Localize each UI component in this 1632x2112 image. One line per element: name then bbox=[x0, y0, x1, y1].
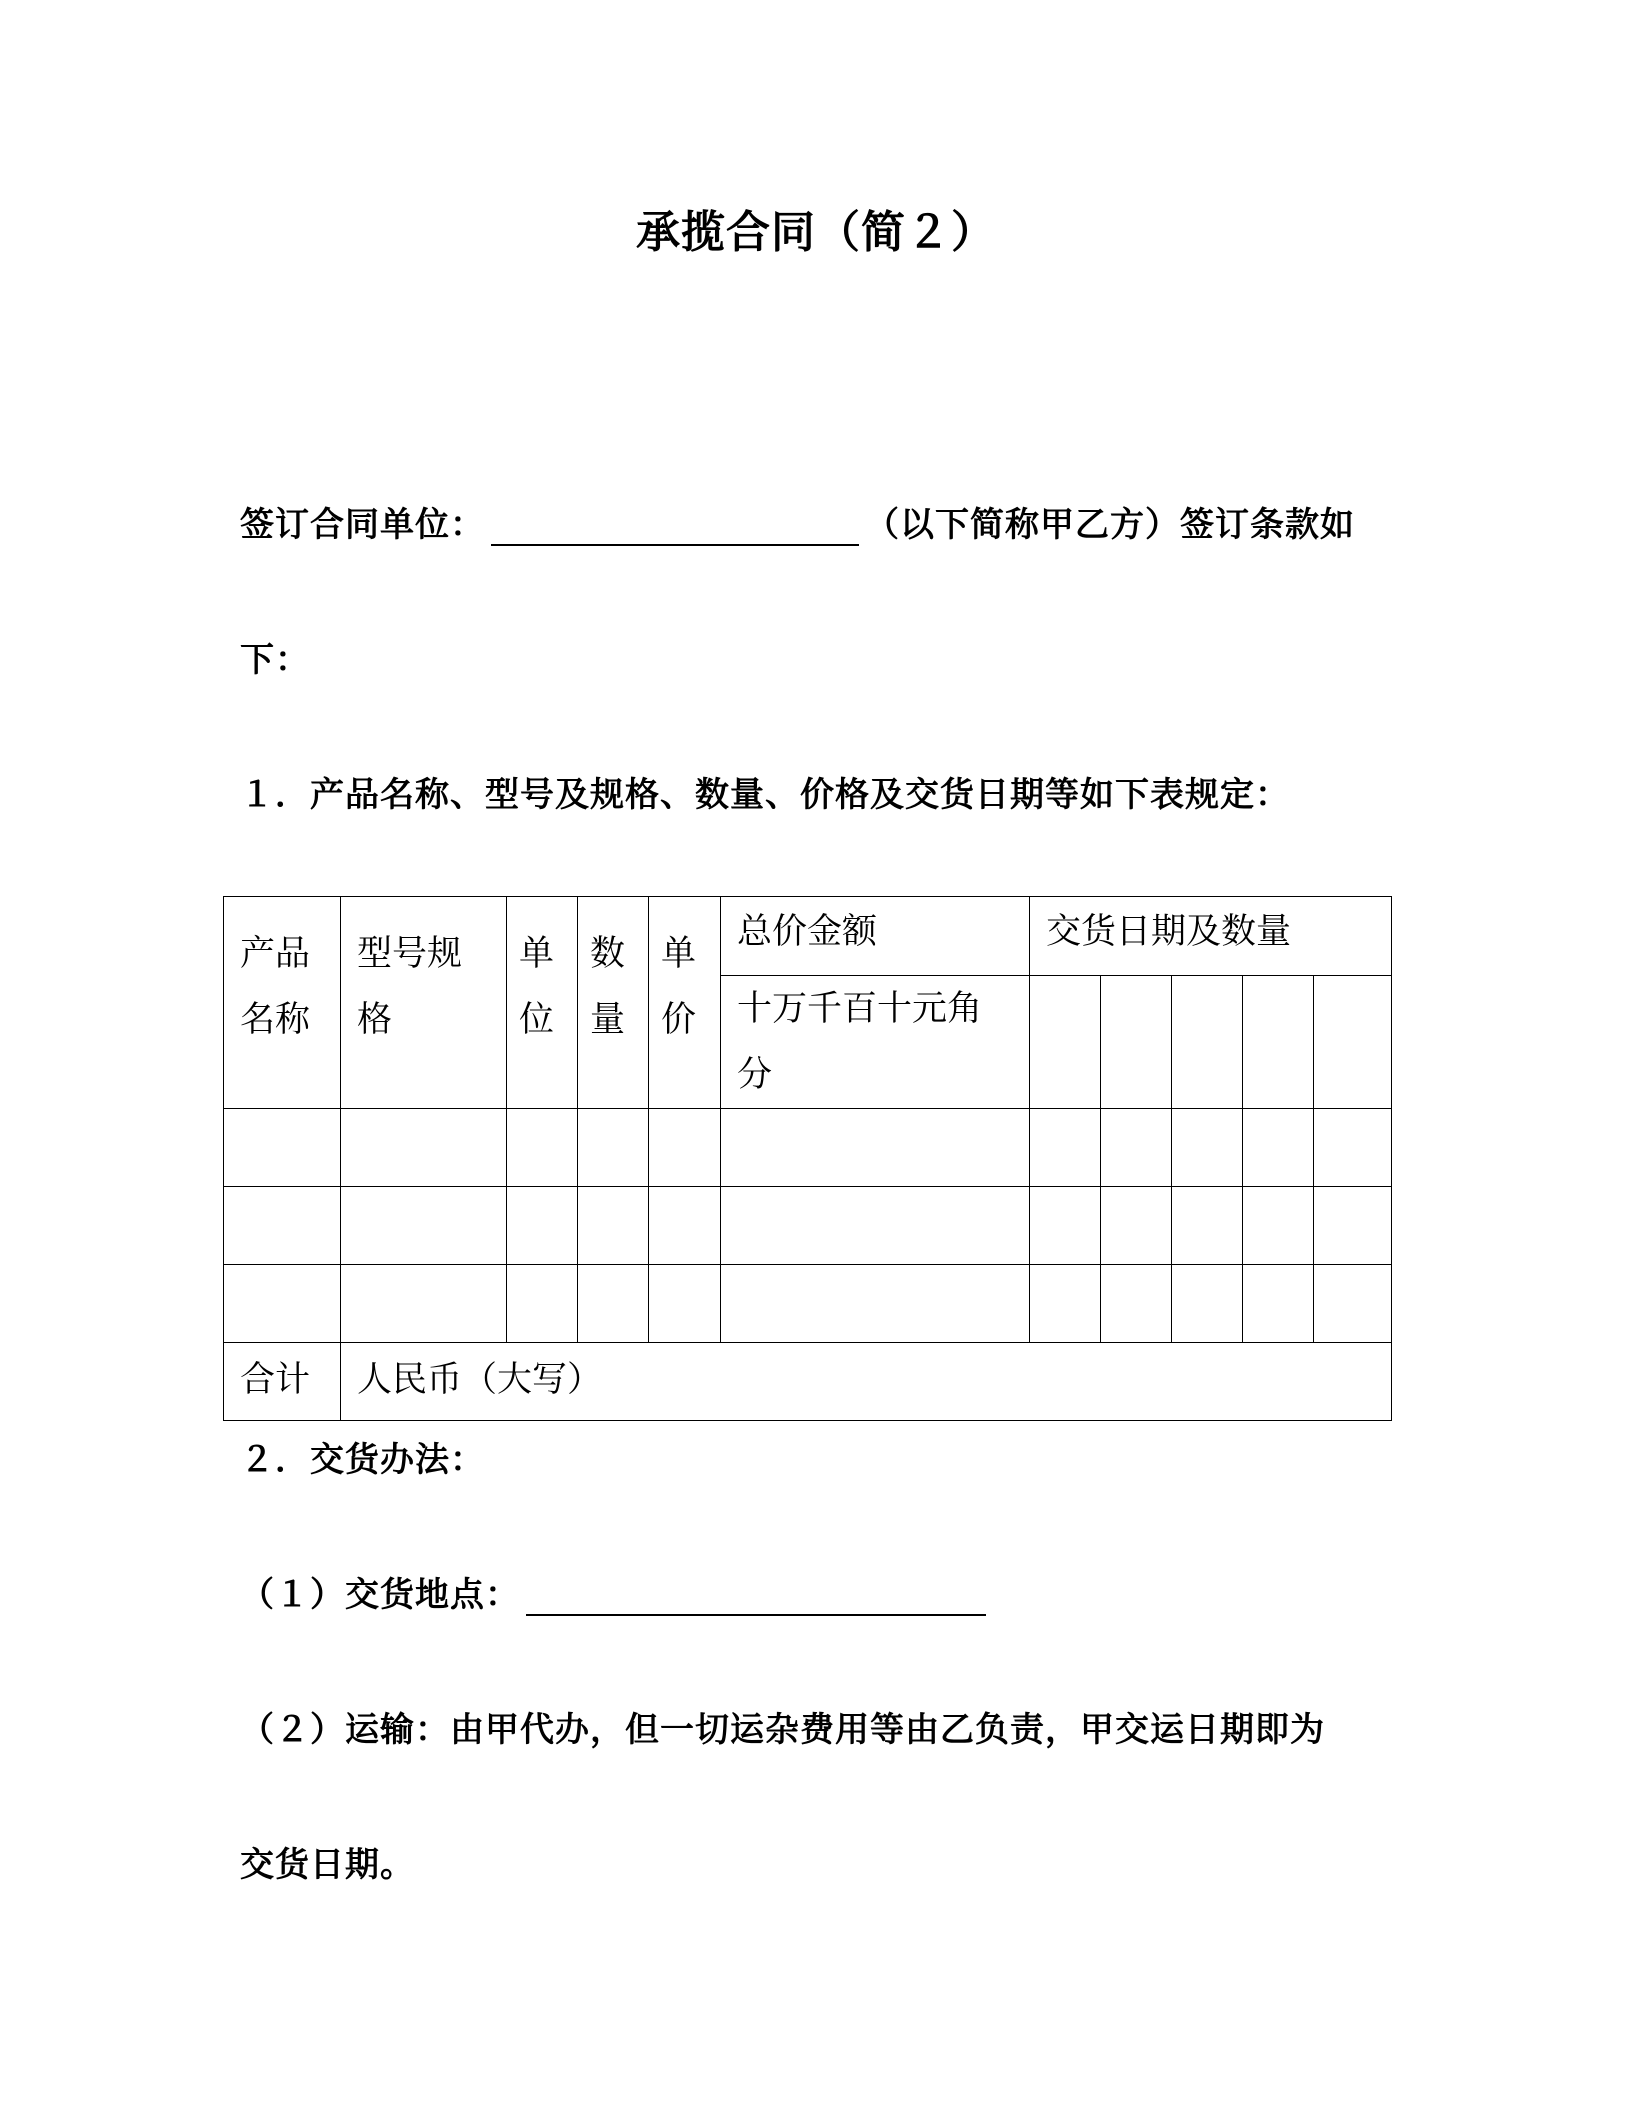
header-total-amount: 总价金额 bbox=[721, 897, 1030, 976]
header-unit-price: 单价 bbox=[649, 897, 721, 1109]
table-cell[interactable] bbox=[721, 1109, 1030, 1187]
table-cell[interactable] bbox=[1172, 1187, 1243, 1265]
table-cell[interactable] bbox=[507, 1187, 578, 1265]
total-row bbox=[224, 1343, 1392, 1421]
table-cell[interactable] bbox=[1243, 1187, 1314, 1265]
table-row bbox=[224, 1109, 1392, 1187]
table-cell[interactable] bbox=[578, 1109, 649, 1187]
table-cell[interactable] bbox=[224, 1109, 341, 1187]
delivery-cell[interactable] bbox=[1314, 976, 1392, 1109]
transport-line-2: 交货日期。 bbox=[240, 1845, 415, 1885]
table-cell[interactable] bbox=[341, 1109, 507, 1187]
table-cell[interactable] bbox=[1101, 1187, 1172, 1265]
table-cell[interactable] bbox=[578, 1187, 649, 1265]
table-row bbox=[224, 1265, 1392, 1343]
table-cell[interactable] bbox=[578, 1265, 649, 1343]
table-cell[interactable] bbox=[1243, 1109, 1314, 1187]
delivery-cell[interactable] bbox=[1030, 976, 1101, 1109]
parties-continuation: 下： bbox=[240, 640, 310, 680]
table-cell[interactable] bbox=[1172, 1109, 1243, 1187]
table-cell[interactable] bbox=[1030, 1187, 1101, 1265]
parties-blank[interactable] bbox=[491, 510, 859, 546]
parties-label: 签订合同单位： bbox=[240, 505, 485, 545]
table-cell[interactable] bbox=[1314, 1187, 1392, 1265]
clause-2-heading: ２．交货办法： bbox=[240, 1440, 485, 1480]
product-table bbox=[223, 896, 1392, 1421]
header-product-name: 产品名称 bbox=[224, 897, 341, 1109]
table-cell[interactable] bbox=[507, 1109, 578, 1187]
delivery-place-label: （１）交货地点： bbox=[240, 1575, 520, 1615]
table-row bbox=[224, 1187, 1392, 1265]
table-cell[interactable] bbox=[649, 1187, 721, 1265]
page-title: 承揽合同（简２） bbox=[636, 207, 996, 258]
table-cell[interactable] bbox=[1101, 1109, 1172, 1187]
table-cell[interactable] bbox=[1030, 1265, 1101, 1343]
table-cell[interactable] bbox=[721, 1265, 1030, 1343]
table-cell[interactable] bbox=[721, 1187, 1030, 1265]
table-cell[interactable] bbox=[341, 1187, 507, 1265]
delivery-place-line bbox=[240, 1567, 992, 1616]
delivery-place-blank[interactable] bbox=[526, 1580, 986, 1616]
header-quantity: 数量 bbox=[578, 897, 649, 1109]
table-cell[interactable] bbox=[1314, 1109, 1392, 1187]
table-cell[interactable] bbox=[649, 1109, 721, 1187]
table-cell[interactable] bbox=[507, 1265, 578, 1343]
parties-suffix: （以下简称甲乙方）签订条款如 bbox=[865, 505, 1355, 545]
contract-parties-line bbox=[240, 497, 1355, 546]
clause-1: １．产品名称、型号及规格、数量、价格及交货日期等如下表规定： bbox=[240, 775, 1290, 815]
total-currency-field[interactable]: 人民币（大写） bbox=[341, 1343, 1392, 1421]
table-cell[interactable] bbox=[224, 1265, 341, 1343]
delivery-cell[interactable] bbox=[1101, 976, 1172, 1109]
table-cell[interactable] bbox=[1030, 1109, 1101, 1187]
header-model-spec: 型号规格 bbox=[341, 897, 507, 1109]
table-cell[interactable] bbox=[341, 1265, 507, 1343]
transport-line-1: （２）运输：由甲代办，但一切运杂费用等由乙负责，甲交运日期即为 bbox=[240, 1710, 1325, 1750]
header-unit: 单位 bbox=[507, 897, 578, 1109]
table-cell[interactable] bbox=[1314, 1265, 1392, 1343]
table-cell[interactable] bbox=[224, 1187, 341, 1265]
delivery-cell[interactable] bbox=[1243, 976, 1314, 1109]
table-cell[interactable] bbox=[1172, 1265, 1243, 1343]
table-cell[interactable] bbox=[1243, 1265, 1314, 1343]
delivery-cell[interactable] bbox=[1172, 976, 1243, 1109]
table-cell[interactable] bbox=[649, 1265, 721, 1343]
header-delivery: 交货日期及数量 bbox=[1030, 897, 1392, 976]
total-label: 合计 bbox=[224, 1343, 341, 1421]
header-amount-digits: 十万千百十元角分 bbox=[721, 976, 1030, 1109]
table-cell[interactable] bbox=[1101, 1265, 1172, 1343]
